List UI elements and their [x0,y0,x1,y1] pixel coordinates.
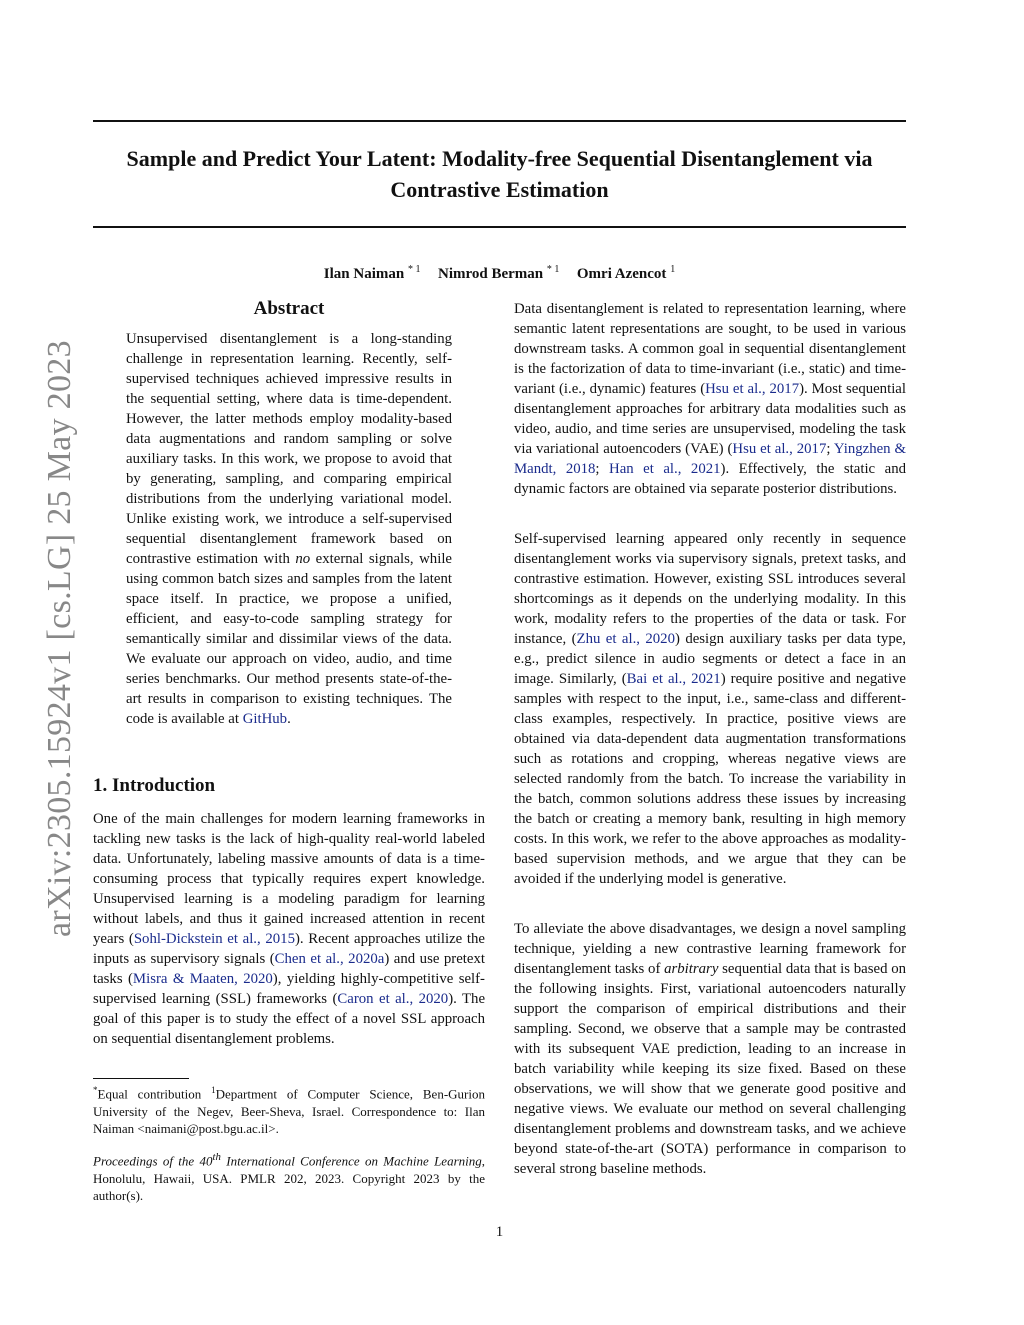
intro-text: ) and use pretext tasks ( [93,951,485,987]
intro-text: ). The goal of this paper is to study the effect of a novel SSL approach on sequential disentanglement problems. [93,991,486,1047]
paper-title [93,143,906,205]
intro-text: ), yielding highly-competitive self-supervised learning (SSL) frameworks ( [93,971,485,1007]
body-text: ). Effectively, the static and dynamic factors are obtained via separate posterior distributions. [514,461,906,497]
right-paragraph-1 [514,299,906,499]
body-text: ) design auxiliary tasks per data type, e.g., predict silence in audio segments or detect a face in an image. Similarly, ( [514,631,906,687]
footnote-mark: 1 [211,1085,216,1095]
author-list [93,259,906,285]
title-rule-top [93,120,906,122]
citation-link[interactable]: Caron et al., 2020 [337,991,449,1007]
citation-link[interactable]: Misra & Maaten, 2020 [132,971,273,987]
author-affiliation-marks: 1 [670,264,676,275]
body-text: sequential data that is based on the following insights. First, variational autoencoders naturally support the comparison of empirical distributions and their sampling. Second, we observe that a sample may be contrasted with its subsequent VAE prediction, leading to an increase in batch variability while keeping its size fixed. Based on these observations, we will show that we generate good positive and negative views. We evaluate our method on several challenging disentanglement problems and downstream tasks, and we achieve beyond state-of-the-art (SOTA) performance in comparison to several strong baseline methods. [514,961,907,1177]
proceedings-ordinal: th [212,1151,221,1163]
abstract-heading: Abstract [253,298,325,319]
proceedings-text: , Honolulu, Hawaii, USA. PMLR 202, 2023. Copyright 2023 by the author(s). [93,1153,485,1204]
intro-text: One of the main challenges for modern learning frameworks in tackling new tasks is the lack of high-quality real-world labeled data. Unfortunately, labeling massive amounts of data is a time-consuming process that typically requires expert knowledge. Unsupervised learning is a modeling paradigm for learning without labels, and thus it gained increased attention in recent years ( [93,811,485,947]
right-paragraph-2 [514,529,906,889]
github-link[interactable]: GitHub [242,711,288,727]
introduction-paragraph [93,809,485,1049]
page-number: 1 [495,1224,504,1240]
intro-text: ). Recent approaches utilize the inputs as supervisory signals ( [93,931,485,967]
citation-link[interactable]: Chen et al., 2020a [274,951,385,967]
citation-link[interactable]: Hsu et al., 2017 [732,441,827,457]
abstract-body [126,329,452,729]
abstract-text: external signals, while using common batch sizes and samples from the latent space itself. In practice, we propose a unified, efficient, and easy-to-code sampling strategy for semantically similar and dissimilar views of the data. We evaluate our approach on video, audio, and time series benchmarks. Our method presents state-of-the-art results in comparison to existing techniques. The code is available at [126,551,452,727]
footnote-text: Department of Computer Science, Ben-Gurion University of the Negev, Beer-Sheva, Israel. Correspondence to: Ilan Naiman <naimani@post.bgu.ac.il>. [93,1086,485,1137]
footnote-text: Equal contribution [97,1086,212,1102]
proceedings-note [93,1149,485,1205]
citation-link[interactable]: Zhu et al., 2020 [576,631,675,647]
author-name: Omri Azencot [576,266,667,282]
body-text: ; [595,461,610,477]
footnote-rule [93,1078,189,1079]
body-text: ; [826,441,834,457]
body-text: Self-supervised learning appeared only recently in sequence disentanglement works via supervisory signals, pretext tasks, and contrastive estimation. However, existing SSL introduces several shortcomings as it depends on the underlying modality. In this work, modality refers to the properties of the data or task. For instance, ( [514,531,906,647]
title-line-2: Contrastive Estimation [390,177,609,202]
proceedings-italic: Proceedings of the 40 [93,1153,213,1169]
abstract-text: . [287,711,291,727]
body-text: ) require positive and negative samples with respect to the input, i.e., same-class and different-class examples, respectively. In practice, positive views are obtained via data-dependent data augmentation transformations such as rotations and cropping, whereas negative views are selected randomly from the batch. To increase the variability in the batch, common solutions address these issues by increasing the batch or creating a memory bank, resulting in high memory costs. In this work, we refer to the above approaches as modality-based supervision methods, and we argue that they can be avoided if the underlying model is generative. [514,671,906,887]
author-name: Nimrod Berman [437,266,544,282]
citation-link[interactable]: Han et al., 2021 [609,461,721,477]
proceedings-italic: International Conference on Machine Learning [220,1153,482,1169]
citation-link[interactable]: Bai et al., 2021 [626,671,721,687]
body-text: Data disentanglement is related to representation learning, where semantic latent representations are sought, to be used in various downstream tasks. A common goal in sequential disentanglement is the factorization of data to time-invariant (i.e., static) and time-variant (i.e., dynamic) features ( [514,301,906,397]
author-name: Ilan Naiman [323,266,405,282]
right-paragraph-3 [514,919,906,1179]
citation-link[interactable]: Yingzhen & Mandt, 2018 [514,441,907,477]
body-text: To alleviate the above disadvantages, we design a novel sampling technique, yielding a new contrastive learning framework for disentanglement tasks of [514,921,906,977]
title-line-1: Sample and Predict Your Latent: Modality-free Sequential Disentanglement via [126,146,873,171]
arxiv-sidebar-stamp: arXiv:2305.15924v1 [cs.LG] 25 May 2023 [41,340,78,937]
citation-link[interactable]: Hsu et al., 2017 [705,381,800,397]
abstract-text: Unsupervised disentanglement is a long-standing challenge in representation learning. Recently, self-supervised techniques achieved impressive results in the sequential setting, where data is time-dependent. However, the latter methods employ modality-based data augmentations and random sampling or solve auxiliary tasks. In this work, we propose to avoid that by generating, sampling, and comparing empirical distributions from the underlying variational model. Unlike existing work, we introduce a self-supervised sequential disentanglement framework based on contrastive estimation with [126,331,452,567]
body-emphasis: arbitrary [664,961,719,977]
abstract-emphasis: no [295,551,311,567]
footnote-mark: * [93,1085,98,1095]
body-text: ). Most sequential disentanglement approaches for arbitrary data modalities such as video, audio, and time series are unsupervised, modeling the task via variational autoencoders (VAE) ( [514,381,906,457]
citation-link[interactable]: Sohl-Dickstein et al., 2015 [133,931,295,947]
footnote [93,1082,485,1138]
author-affiliation-marks: * 1 [546,264,560,275]
title-rule-bottom [93,226,906,228]
introduction-heading: 1. Introduction [93,775,216,796]
author-affiliation-marks: * 1 [407,264,421,275]
